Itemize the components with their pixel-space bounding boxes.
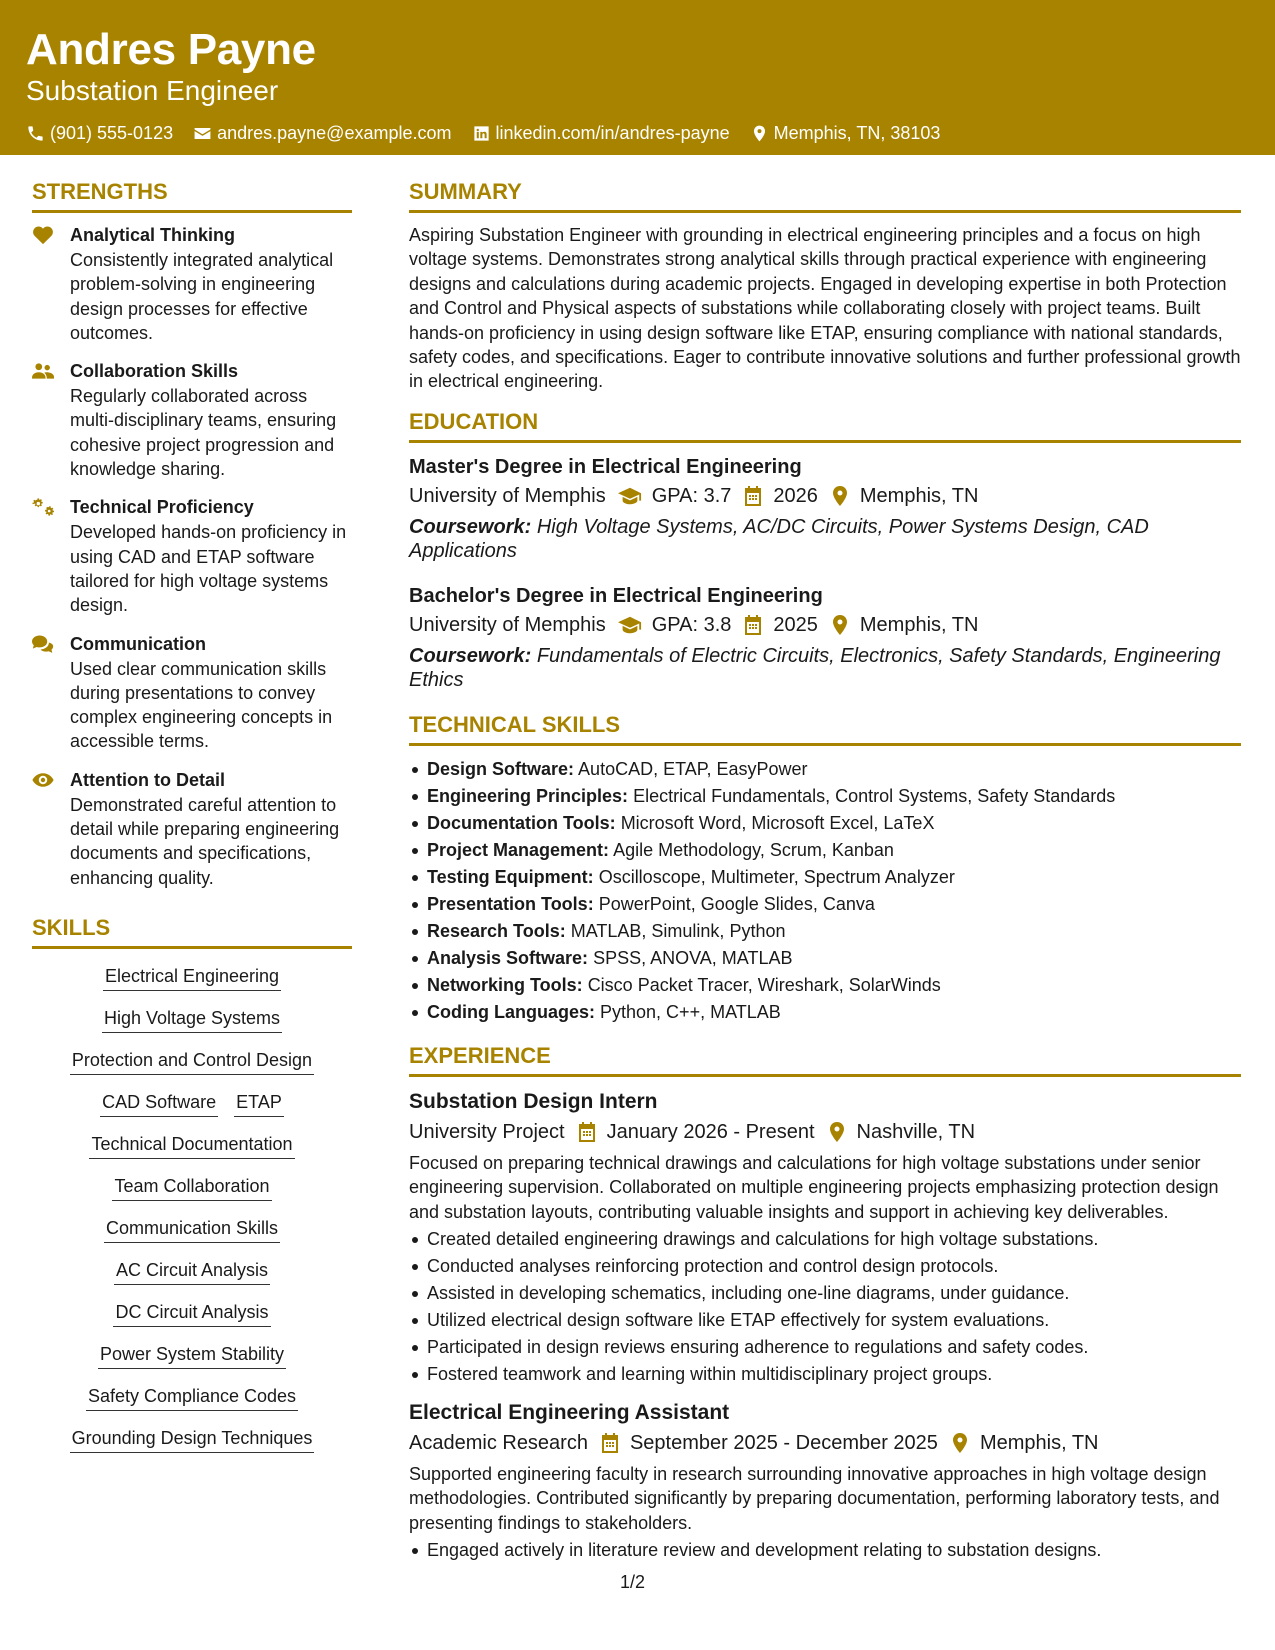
tech-value: Electrical Fundamentals, Control Systems, Safety Standards [633, 785, 1116, 806]
edu-year: 2025 [773, 613, 818, 636]
resume-header [0, 0, 1275, 155]
email-text: andres.payne@example.com [217, 123, 452, 143]
coursework-text: High Voltage Systems, AC/DC Circuits, Power Systems Design, CAD Applications [409, 515, 1149, 563]
education-meta [409, 481, 1241, 511]
tech-label: Analysis Software: [427, 947, 589, 968]
tech-label: Project Management: [427, 839, 610, 860]
right-column [409, 178, 1241, 1574]
linkedin-text: linkedin.com/in/andres-payne [495, 123, 730, 143]
tech-label: Documentation Tools: [427, 812, 616, 833]
job-title: Substation Design Intern [409, 1089, 658, 1113]
users-icon [32, 361, 54, 381]
comments-icon [32, 634, 54, 654]
job-location: Memphis, TN [979, 1432, 1099, 1455]
summary-text: Aspiring Substation Engineer with grounding in electrical engineering principles and a focus on high voltage systems. Demonstrates strong analytical skills through practical experience with engineering designs and calculations during academic projects. Engaged in developing expertise in both Protection and Control and Physical aspects of substations while collaborating closely with project teams. Built hands-on proficiency in using design software like ETAP, ensuring compliance with national standards, safety codes, and specifications. Eager to contribute innovative solutions and further professional growth in electrical engineering. [409, 225, 1241, 392]
map-pin-icon [830, 486, 850, 506]
phone-icon [26, 124, 45, 143]
map-pin-icon [830, 615, 850, 635]
list-item: Utilized electrical design software like ETAP effectively for system evaluations. [409, 1307, 1241, 1334]
strength-item [32, 495, 352, 617]
list-item [409, 756, 1241, 783]
calendar-icon [600, 1433, 620, 1453]
list-item [409, 945, 1241, 972]
tech-value: Python, C++, MATLAB [600, 1001, 781, 1022]
job-title: Electrical Engineering Assistant [409, 1401, 730, 1425]
list-item: Assisted in developing schematics, including one-line diagrams, under guidance. [409, 1280, 1241, 1307]
strength-name: Collaboration Skills [70, 361, 239, 382]
calendar-icon [577, 1122, 597, 1142]
list-item: Participated in design reviews ensuring adherence to regulations and safety codes. [409, 1334, 1241, 1361]
skill-tag: DC Circuit Analysis [113, 1299, 270, 1327]
experience-item [409, 1398, 1241, 1564]
school-name: University of Memphis [409, 484, 606, 507]
map-pin-icon [750, 124, 769, 143]
tech-label: Presentation Tools: [427, 893, 594, 914]
skill-tag: AC Circuit Analysis [114, 1257, 270, 1285]
strength-name: Attention to Detail [70, 769, 225, 790]
technical-skills-heading: TECHNICAL SKILLS [409, 711, 1241, 746]
tech-label: Testing Equipment: [427, 866, 594, 887]
job-dates: September 2025 - December 2025 [629, 1432, 938, 1455]
coursework-label: Coursework: [409, 644, 532, 667]
experience-item [409, 1087, 1241, 1388]
list-item: Fostered teamwork and learning within multidisciplinary project groups. [409, 1361, 1241, 1388]
tech-value: PowerPoint, Google Slides, Canva [598, 893, 875, 914]
skill-tag: Communication Skills [104, 1215, 280, 1243]
list-item [409, 783, 1241, 810]
contact-bar [26, 122, 1275, 144]
strength-item [32, 223, 352, 345]
skill-tag: Protection and Control Design [70, 1047, 314, 1075]
coursework [409, 644, 1241, 693]
tech-value: SPSS, ANOVA, MATLAB [593, 947, 793, 968]
coursework-label: Coursework: [409, 515, 532, 538]
tech-value: AutoCAD, ETAP, EasyPower [578, 758, 808, 779]
strength-desc: Used clear communication skills during presentations to convey complex engineering concepts in accessible terms. [70, 658, 333, 752]
education-heading: EDUCATION [409, 408, 1241, 443]
graduation-cap-icon [618, 486, 642, 506]
job-bullets [409, 1226, 1241, 1388]
list-item: Engaged actively in literature review and development relating to substation designs. [409, 1537, 1241, 1564]
strengths-heading: STRENGTHS [32, 178, 352, 213]
list-item [409, 972, 1241, 999]
skill-tag: Safety Compliance Codes [86, 1383, 298, 1411]
calendar-icon [743, 486, 763, 506]
skill-tag: ETAP [234, 1089, 284, 1117]
list-item [409, 837, 1241, 864]
contact-email[interactable] [193, 122, 451, 144]
job-org: University Project [409, 1120, 565, 1143]
tech-value: Oscilloscope, Multimeter, Spectrum Analyzer [598, 866, 955, 887]
strength-desc: Demonstrated careful attention to detail while preparing engineering documents and specifications, enhancing quality. [70, 794, 340, 888]
list-item: Created detailed engineering drawings and calculations for high voltage substations. [409, 1226, 1241, 1253]
skill-tag: Team Collaboration [112, 1173, 271, 1201]
candidate-name: Andres Payne [26, 25, 316, 74]
strength-item [32, 359, 352, 481]
job-meta [409, 1428, 1241, 1458]
strength-name: Communication [70, 633, 207, 654]
job-bullets [409, 1537, 1241, 1564]
contact-linkedin[interactable] [472, 122, 730, 144]
job-meta [409, 1117, 1241, 1147]
tech-value: MATLAB, Simulink, Python [570, 920, 786, 941]
experience-heading: EXPERIENCE [409, 1042, 1241, 1077]
list-item [409, 999, 1241, 1026]
tech-value: Microsoft Word, Microsoft Excel, LaTeX [620, 812, 935, 833]
eye-icon [32, 770, 54, 790]
degree-title: Bachelor's Degree in Electrical Engineering [409, 584, 823, 607]
education-item [409, 582, 1241, 693]
tech-label: Design Software: [427, 758, 575, 779]
skill-tag: CAD Software [100, 1089, 218, 1117]
linkedin-icon [472, 124, 491, 143]
strength-desc: Consistently integrated analytical problem-solving in engineering design processes for effective outcomes. [70, 250, 334, 343]
job-location: Nashville, TN [856, 1120, 976, 1143]
summary-heading: SUMMARY [409, 178, 1241, 213]
skill-tag: Power System Stability [98, 1341, 286, 1369]
list-item: Conducted analyses reinforcing protection and control design protocols. [409, 1253, 1241, 1280]
skills-list [32, 963, 352, 1467]
edu-location: Memphis, TN [859, 484, 979, 507]
tech-label: Networking Tools: [427, 974, 583, 995]
degree-title: Master's Degree in Electrical Engineering [409, 455, 802, 478]
list-item [409, 864, 1241, 891]
strength-desc: Regularly collaborated across multi-disciplinary teams, ensuring cohesive project progression and knowledge sharing. [70, 386, 337, 480]
tech-label: Engineering Principles: [427, 785, 629, 806]
contact-phone[interactable] [26, 122, 173, 144]
tech-value: Cisco Packet Tracer, Wireshark, SolarWinds [587, 974, 941, 995]
list-item [409, 891, 1241, 918]
phone-text: (901) 555-0123 [50, 123, 174, 143]
edu-location: Memphis, TN [859, 613, 979, 636]
skill-tag: High Voltage Systems [102, 1005, 282, 1033]
envelope-icon [193, 124, 212, 143]
strength-desc: Developed hands-on proficiency in using CAD and ETAP software tailored for high voltage systems design. [70, 522, 347, 616]
skill-tag: Grounding Design Techniques [70, 1425, 315, 1453]
location-text: Memphis, TN, 38103 [773, 123, 941, 143]
technical-skills-list [409, 756, 1241, 1026]
strength-name: Technical Proficiency [70, 497, 254, 518]
left-column [32, 178, 352, 1467]
edu-year: 2026 [773, 484, 818, 507]
skills-heading: SKILLS [32, 914, 352, 949]
list-item [409, 810, 1241, 837]
calendar-icon [743, 615, 763, 635]
map-pin-icon [827, 1122, 847, 1142]
job-org: Academic Research [409, 1432, 588, 1455]
education-item [409, 453, 1241, 564]
strength-item [32, 632, 352, 754]
gears-icon [32, 497, 54, 517]
page-number: 1/2 [620, 1572, 646, 1592]
tech-value: Agile Methodology, Scrum, Kanban [613, 839, 894, 860]
list-item [409, 918, 1241, 945]
heart-icon [32, 225, 54, 245]
coursework [409, 515, 1241, 564]
job-description: Focused on preparing technical drawings and calculations for high voltage substations under senior engineering supervision. Collaborated on multiple engineering projects emphasizing protection design and substation layouts, contributing valuable insights and support in achieving key deliverables. [409, 1152, 1219, 1222]
education-meta [409, 610, 1241, 640]
job-dates: January 2026 - Present [606, 1120, 815, 1143]
graduation-cap-icon [618, 615, 642, 635]
tech-label: Coding Languages: [427, 1001, 595, 1022]
gpa: GPA: 3.7 [651, 484, 732, 507]
job-description: Supported engineering faculty in research surrounding innovative approaches in high voltage design methodologies. Contributed significantly by preparing documentation, performing laboratory tests, and presenting findings to stakeholders. [409, 1464, 1220, 1533]
strength-item [32, 768, 352, 890]
map-pin-icon [950, 1433, 970, 1453]
skill-tag: Technical Documentation [89, 1131, 294, 1159]
school-name: University of Memphis [409, 613, 606, 636]
contact-location [750, 122, 941, 144]
skill-tag: Electrical Engineering [103, 963, 281, 991]
gpa: GPA: 3.8 [651, 613, 732, 636]
strength-name: Analytical Thinking [70, 225, 236, 245]
tech-label: Research Tools: [427, 920, 566, 941]
candidate-title: Substation Engineer [26, 75, 279, 106]
coursework-text: Fundamentals of Electric Circuits, Electronics, Safety Standards, Engineering Ethics [409, 644, 1221, 692]
